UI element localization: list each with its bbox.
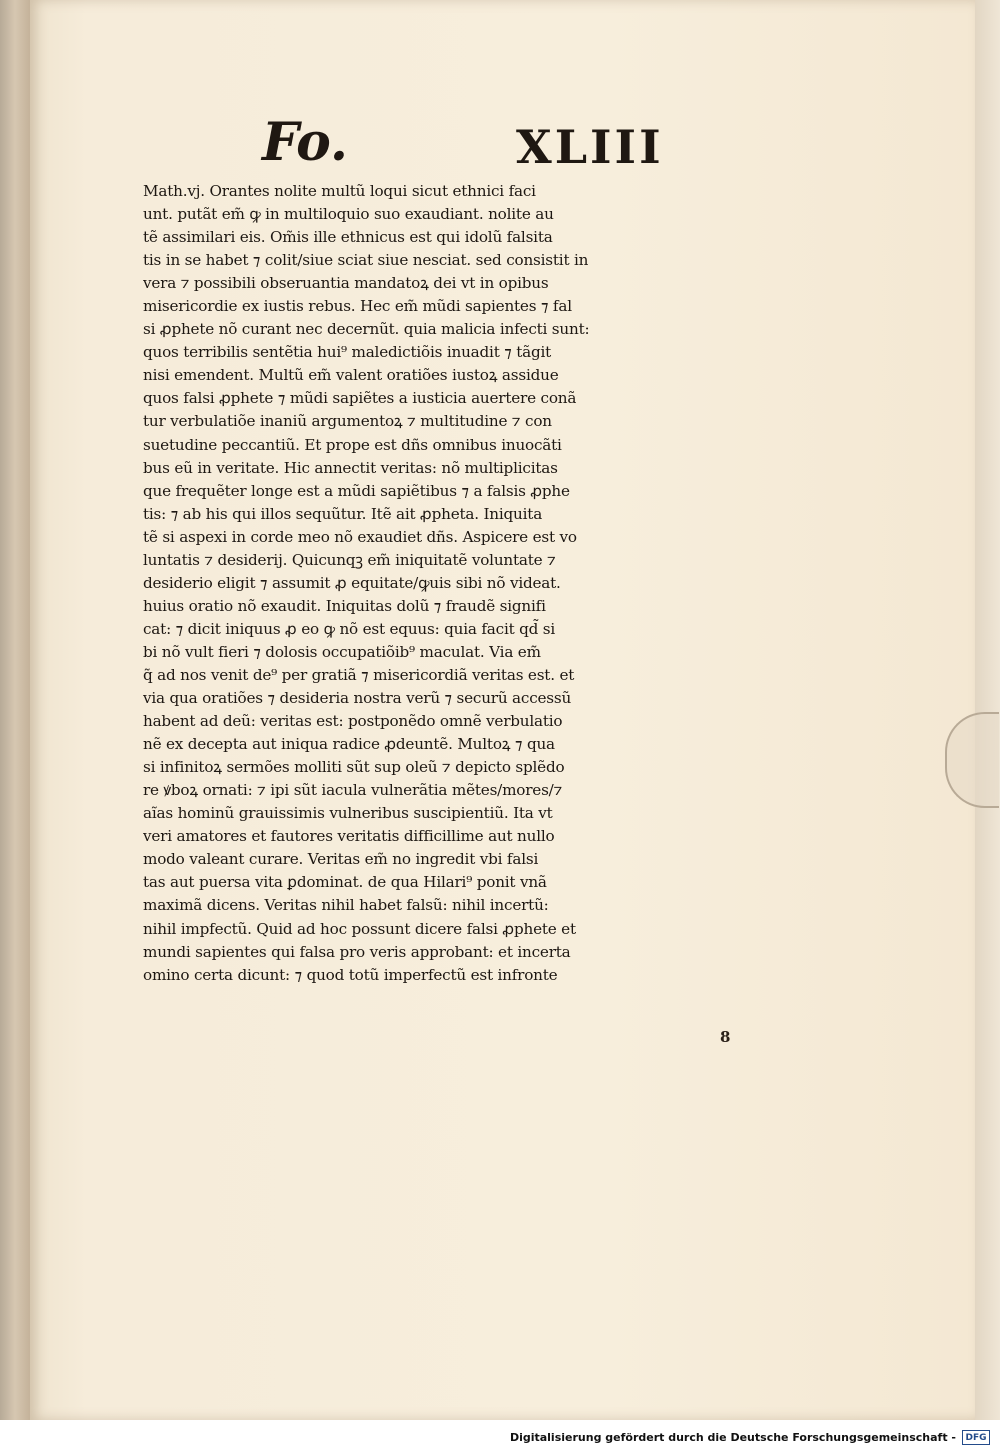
text-line: modo valeant curare. Veritas em̃ no ingredit vbi falsi bbox=[143, 850, 539, 869]
text-line: re ꝟboꝝ ornati: ⁊ ipi sũt iacula vulnerãtia mẽtes/mores/⁊ bbox=[143, 781, 563, 800]
text-line: tis: ⁊ ab his qui illos sequũtur. Itẽ ait ꝓpheta. Iniquita bbox=[143, 504, 543, 523]
text-line: unt. putãt em̃ ꝙ in multiloquio suo exaudiant. nolite au bbox=[143, 205, 554, 224]
text-line: misericordie ex iustis rebus. Hec em̃ mũdi sapientes ⁊ fal bbox=[143, 297, 572, 316]
page-heading bbox=[262, 112, 662, 182]
text-line: bi nõ vult fieri ⁊ dolosis occupatiõib⁹ maculat. Via em̃ bbox=[143, 642, 541, 661]
text-line: cat: ⁊ dicit iniquus ꝓ eo ꝙ nõ est equus: quia facit qd̃ si bbox=[143, 619, 556, 638]
text-line: tẽ si aspexi in corde meo nõ exaudiet dñs. Aspicere est vo bbox=[143, 527, 577, 546]
dfg-logo: DFG bbox=[962, 1430, 990, 1445]
footer-bar bbox=[0, 1420, 1000, 1455]
text-line: mundi sapientes qui falsa pro veris approbant: et incerta bbox=[143, 942, 571, 961]
text-line: omino certa dicunt: ⁊ quod totũ imperfectũ est infronte bbox=[143, 965, 558, 984]
text-line: desiderio eligit ⁊ assumit ꝓ equitate/ꝙuis sibi nõ videat. bbox=[143, 573, 561, 592]
text-line: si infinitoꝝ sermões molliti sũt sup oleũ ⁊ depicto splẽdo bbox=[143, 758, 565, 777]
text-line: vera ⁊ possibili obseruantia mandatoꝝ dei vt in opibus bbox=[143, 274, 549, 293]
text-line: luntatis ⁊ desiderij. Quicunqꝫ em̃ iniquitatẽ voluntate ⁊ bbox=[143, 550, 556, 569]
folio-prefix: Fo. bbox=[262, 112, 348, 173]
text-line: huius oratio nõ exaudit. Iniquitas dolũ ⁊ fraudẽ signifi bbox=[143, 596, 546, 615]
text-line: tas aut puersa vita ꝑdominat. de qua Hilari⁹ ponit vnã bbox=[143, 873, 547, 892]
text-line: via qua oratiões ⁊ desideria nostra verũ ⁊ securũ accessũ bbox=[143, 689, 572, 708]
text-block bbox=[143, 180, 713, 1110]
text-line: aĩas hominũ grauissimis vulneribus suscipientiũ. Ita vt bbox=[143, 804, 553, 823]
text-line: bus eũ in veritate. Hic annectit veritas: nõ multiplicitas bbox=[143, 458, 558, 477]
text-line: q̃ ad nos venit de⁹ per gratiã ⁊ misericordiã veritas est. et bbox=[143, 665, 575, 684]
text-line: quos terribilis sentẽtia hui⁹ maledictiõis inuadit ⁊ tãgit bbox=[143, 343, 552, 362]
footer-credit: Digitalisierung gefördert durch die Deutsche Forschungsgemeinschaft - bbox=[509, 1431, 956, 1444]
text-line: tis in se habet ⁊ colit/siue sciat siue nesciat. sed consistit in bbox=[143, 251, 589, 270]
text-line: que frequẽter longe est a mũdi sapiẽtibus ⁊ a falsis ꝓphe bbox=[143, 481, 570, 500]
folio-number: XLIII bbox=[516, 120, 664, 174]
text-line: quos falsi ꝓphete ⁊ mũdi sapiẽtes a iusticia auertere conã bbox=[143, 389, 577, 408]
text-line: veri amatores et fautores veritatis difficillime aut nullo bbox=[143, 827, 555, 846]
marginal-mark: 8 bbox=[720, 1028, 731, 1046]
text-line: tur verbulatiõe inaniũ argumentoꝝ ⁊ multitudine ⁊ con bbox=[143, 412, 552, 431]
text-line: habent ad deũ: veritas est: postponẽdo omnẽ verbulatio bbox=[143, 712, 563, 731]
facing-page-edge bbox=[0, 0, 30, 1420]
text-line: si ꝓphete nõ curant nec decernũt. quia malicia infecti sunt: bbox=[143, 320, 590, 339]
text-line: maximã dicens. Veritas nihil habet falsũ: nihil incertũ: bbox=[143, 896, 549, 915]
text-line: tẽ assimilari eis. Om̃is ille ethnicus est qui idolũ falsita bbox=[143, 228, 553, 247]
page-fore-edge bbox=[975, 0, 1000, 1420]
text-line: nihil impfectũ. Quid ad hoc possunt dicere falsi ꝓphete et bbox=[143, 919, 576, 938]
text-line: nẽ ex decepta aut iniqua radice ꝓdeuntẽ. Multoꝝ ⁊ qua bbox=[143, 735, 555, 754]
text-line: Math.vj. Orantes nolite multũ loqui sicut ethnici faci bbox=[143, 182, 536, 200]
text-line: suetudine peccantiũ. Et prope est dñs omnibus inuocãti bbox=[143, 435, 562, 454]
text-line: nisi emendent. Multũ em̃ valent oratiões iustoꝝ assidue bbox=[143, 366, 559, 385]
